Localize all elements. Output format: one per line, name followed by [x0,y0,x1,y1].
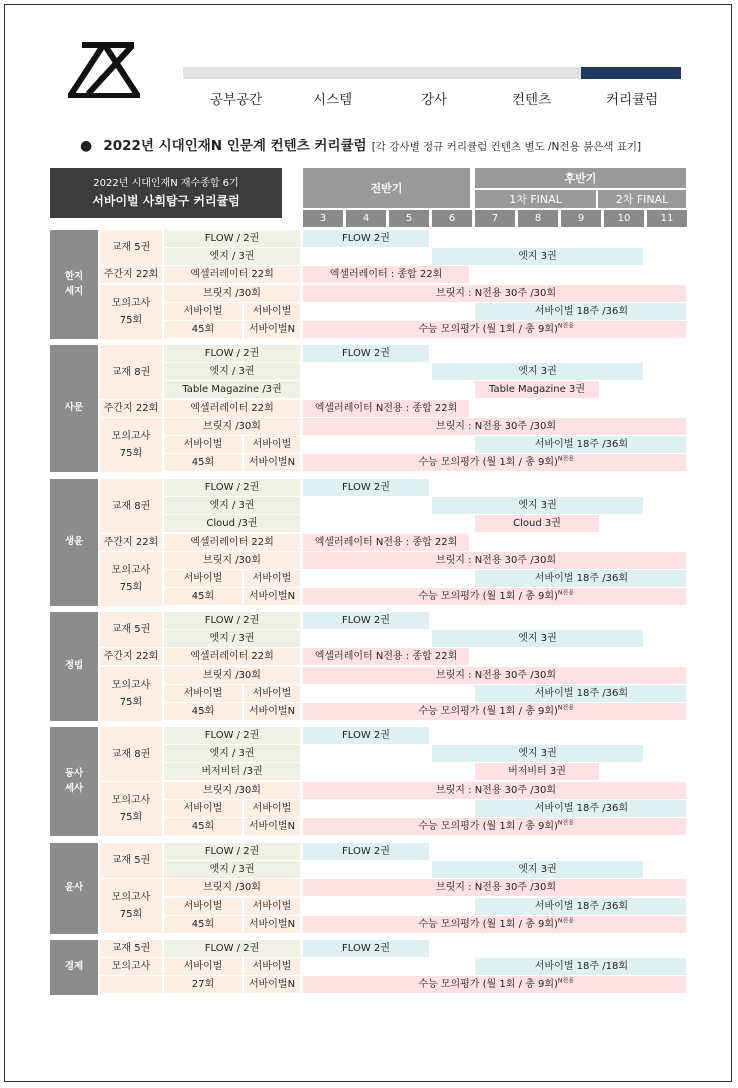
schedule-text: 수능 모의평가 (월 1회 / 총 9회)$^{N전용}$ [418,977,574,990]
schedule-text: 수능 모의평가 (월 1회 / 총 9회)$^{N전용}$ [418,322,574,335]
content-cell: 엑셀러레이터 22회 [164,534,300,551]
row-label: 모의고사 [100,958,162,975]
content-cell: FLOW / 2권 [164,345,300,362]
row-label: 주간지 22회 [100,534,162,551]
schedule-text: 서바이벌 18주 /36회 [534,438,628,450]
schedule-bar [303,648,469,665]
content-cell-n: 서바이벌N [244,916,300,933]
schedule-text: 엣지 3권 [518,863,557,875]
row-label: 모의고사 75회 [100,667,162,721]
brand-logo [68,42,140,98]
schedule-bar [303,843,429,860]
schedule-bar [475,898,686,915]
schedule-text: 엑셀러레이터 N전용 : 종합 22회 [314,536,458,548]
n-only-mark: N전용 [557,455,574,463]
nav-contents[interactable]: 컨텐츠 [512,92,552,108]
schedule-bar [303,534,469,551]
schedule-bar [432,630,643,647]
content-cell-n: 서바이벌N [244,818,300,835]
schedule-text: FLOW 2권 [342,729,390,741]
schedule-text: 서바이벌 18주 /36회 [534,687,628,699]
n-only-mark: N전용 [557,322,574,330]
section-4: 정법 [50,612,98,721]
row-label: 교재 5권 [100,843,162,878]
schedule-text: 수능 모의평가 (월 1회 / 총 9회)$^{N전용}$ [418,819,574,832]
schedule-bar [432,861,643,878]
month-8: 8 [518,210,558,227]
section-3: 생윤 [50,479,98,606]
schedule-text: 수능 모의평가 (월 1회 / 총 9회)$^{N전용}$ [418,917,574,930]
schedule-bar [303,418,686,435]
content-cell: FLOW / 2권 [164,727,300,744]
row-label: 모의고사 75회 [100,552,162,606]
page-title: ● 2022년 시대인재N 인문계 컨텐츠 커리큘럼 [각 강사별 정규 커리큘럼 컨텐츠 별도 /N전용 붉은색 표기] [80,138,642,154]
content-cell: 브릿지 /30회 [164,782,300,799]
nav-system[interactable]: 시스템 [313,92,353,108]
schedule-bar [303,703,686,720]
section-1: 한지 세지 [50,230,98,339]
content-cell-n: 서바이벌 [244,800,300,817]
schedule-bar [303,976,686,993]
content-cell: FLOW / 2권 [164,230,300,247]
content-cell-n: 서바이벌N [244,321,300,338]
content-cell: FLOW / 2권 [164,940,300,957]
section-6: 윤사 [50,843,98,934]
schedule-text: FLOW 2권 [342,347,390,359]
row-label: 교재 8권 [100,727,162,781]
month-3: 3 [303,210,343,227]
content-cell: 버저비터 /3권 [164,763,300,780]
schedule-text: 버저비터 3권 [508,765,566,777]
content-cell: 45회 [164,818,242,835]
nav-curriculum[interactable]: 커리큘럼 [606,92,659,108]
content-cell: Cloud /3권 [164,515,300,532]
final2-header: 2차 FINAL [598,190,686,208]
schedule-bar [303,230,429,247]
schedule-text: 엑셀러레이터 N전용 : 종합 22회 [314,650,458,662]
content-cell: 45회 [164,588,242,605]
row-label: 주간지 22회 [100,266,162,283]
schedule-text: FLOW 2권 [342,481,390,493]
schedule-bar [475,958,686,975]
schedule-bar [303,552,686,569]
month-5: 5 [389,210,429,227]
content-cell: 브릿지 /30회 [164,667,300,684]
schedule-bar [475,381,599,398]
content-cell: 서바이벌 [164,303,242,320]
schedule-bar [303,588,686,605]
schedule-text: Cloud 3권 [513,517,561,529]
content-cell: FLOW / 2권 [164,479,300,496]
content-cell: 브릿지 /30회 [164,552,300,569]
content-cell-n: 서바이벌N [244,976,300,993]
month-11: 11 [647,210,687,227]
schedule-bar [303,612,429,629]
schedule-text: 엣지 3권 [518,365,557,377]
schedule-text: 서바이벌 18주 /18회 [534,960,628,972]
n-only-mark: N전용 [557,704,574,712]
schedule-text: 엑셀러레이터 : 종합 22회 [329,268,443,280]
schedule-text: 엣지 3권 [518,250,557,262]
schedule-text: Table Magazine 3권 [489,383,585,395]
bullet-icon: ● [80,138,93,154]
schedule-bar [475,303,686,320]
schedule-bar [303,940,429,957]
schedule-text: 수능 모의평가 (월 1회 / 총 9회)$^{N전용}$ [418,455,574,468]
content-cell: 서바이벌 [164,800,242,817]
content-cell: 서바이벌 [164,958,242,975]
content-cell: 엣지 / 3권 [164,861,300,878]
schedule-text: 수능 모의평가 (월 1회 / 총 9회)$^{N전용}$ [418,704,574,717]
schedule-bar [303,479,429,496]
row-label: 모의고사 75회 [100,285,162,339]
final1-header: 1차 FINAL [475,190,596,208]
schedule-bar [303,454,686,471]
schedule-bar [475,800,686,817]
content-cell: Table Magazine /3권 [164,381,300,398]
first-half-header: 전반기 [303,168,470,208]
month-4: 4 [346,210,386,227]
row-label: 주간지 22회 [100,648,162,665]
content-cell-n: 서바이벌N [244,703,300,720]
schedule-bar [303,879,686,896]
schedule-text: FLOW 2권 [342,614,390,626]
schedule-text: 브릿지 : N전용 30주 /30회 [435,420,556,432]
month-9: 9 [561,210,601,227]
row-label: 교재 8권 [100,479,162,533]
schedule-text: 엑셀러레이터 N전용 : 종합 22회 [314,402,458,414]
content-cell-n: 서바이벌 [244,570,300,587]
schedule-bar [475,570,686,587]
content-cell: 서바이벌 [164,898,242,915]
row-label: 모의고사 75회 [100,879,162,933]
content-cell: 45회 [164,454,242,471]
schedule-bar [303,321,686,338]
schedule-bar [303,667,686,684]
schedule-text: 엣지 3권 [518,747,557,759]
schedule-text: 서바이벌 18주 /36회 [534,572,628,584]
nav-instructors[interactable]: 강사 [421,92,448,108]
schedule-text: 브릿지 : N전용 30주 /30회 [435,669,556,681]
content-cell: 브릿지 /30회 [164,285,300,302]
schedule-bar [432,497,643,514]
content-cell: 45회 [164,703,242,720]
content-cell: 엣지 / 3권 [164,497,300,514]
row-label: 교재 8권 [100,345,162,399]
schedule-text: 엣지 3권 [518,499,557,511]
content-cell-n: 서바이벌N [244,454,300,471]
section-2: 사문 [50,345,98,472]
schedule-bar [303,727,429,744]
row-label: 교재 5권 [100,612,162,647]
row-label: 모의고사 75회 [100,782,162,836]
schedule-text: FLOW 2권 [342,845,390,857]
schedule-bar [475,515,599,532]
schedule-text: 엣지 3권 [518,632,557,644]
content-cell: 브릿지 /30회 [164,879,300,896]
content-cell: FLOW / 2권 [164,843,300,860]
content-cell: 45회 [164,916,242,933]
row-label [100,976,162,993]
schedule-text: FLOW 2권 [342,942,390,954]
content-cell: 엣지 / 3권 [164,630,300,647]
schedule-text: 브릿지 : N전용 30주 /30회 [435,287,556,299]
row-label: 모의고사 75회 [100,418,162,472]
schedule-text: 브릿지 : N전용 30주 /30회 [435,554,556,566]
content-cell: 27회 [164,976,242,993]
month-6: 6 [432,210,472,227]
content-cell: 엣지 / 3권 [164,248,300,265]
nav-study-space[interactable]: 공부공간 [210,92,263,108]
schedule-bar [475,436,686,453]
n-only-mark: N전용 [557,917,574,925]
n-only-mark: N전용 [557,977,574,985]
table-title: 2022년 시대인재N 재수종합 6기 서바이벌 사회탐구 커리큘럼 [50,168,282,218]
content-cell: 서바이벌 [164,685,242,702]
schedule-text: FLOW 2권 [342,232,390,244]
schedule-text: 서바이벌 18주 /36회 [534,305,628,317]
schedule-bar [303,285,686,302]
row-label: 주간지 22회 [100,400,162,417]
nav-progress-active [581,67,681,79]
content-cell: 엑셀러레이터 22회 [164,400,300,417]
section-7: 경제 [50,940,98,995]
content-cell-n: 서바이벌 [244,685,300,702]
content-cell: 브릿지 /30회 [164,418,300,435]
schedule-bar [303,916,686,933]
schedule-bar [303,266,469,283]
schedule-text: 서바이벌 18주 /36회 [534,802,628,814]
schedule-bar [432,363,643,380]
content-cell: 서바이벌 [164,570,242,587]
content-cell: 엑셀러레이터 22회 [164,648,300,665]
month-7: 7 [475,210,515,227]
schedule-text: 브릿지 : N전용 30주 /30회 [435,881,556,893]
content-cell-n: 서바이벌 [244,898,300,915]
schedule-bar [475,763,599,780]
schedule-bar [475,685,686,702]
content-cell: 엑셀러레이터 22회 [164,266,300,283]
content-cell-n: 서바이벌 [244,958,300,975]
schedule-bar [303,818,686,835]
section-5: 동사 세사 [50,727,98,836]
schedule-bar [432,745,643,762]
schedule-bar [303,345,429,362]
content-cell-n: 서바이벌 [244,436,300,453]
content-cell: 엣지 / 3권 [164,745,300,762]
schedule-bar [432,248,643,265]
schedule-text: 브릿지 : N전용 30주 /30회 [435,784,556,796]
schedule-text: 수능 모의평가 (월 1회 / 총 9회)$^{N전용}$ [418,589,574,602]
content-cell-n: 서바이벌N [244,588,300,605]
row-label: 교재 5권 [100,940,162,957]
n-only-mark: N전용 [557,589,574,597]
n-only-mark: N전용 [557,819,574,827]
month-10: 10 [604,210,644,227]
content-cell-n: 서바이벌 [244,303,300,320]
content-cell: FLOW / 2권 [164,612,300,629]
second-half-header: 후반기 [475,168,686,188]
schedule-text: 서바이벌 18주 /36회 [534,900,628,912]
row-label: 교재 5권 [100,230,162,265]
content-cell: 엣지 / 3권 [164,363,300,380]
schedule-bar [303,400,469,417]
schedule-bar [303,782,686,799]
content-cell: 45회 [164,321,242,338]
content-cell: 서바이벌 [164,436,242,453]
